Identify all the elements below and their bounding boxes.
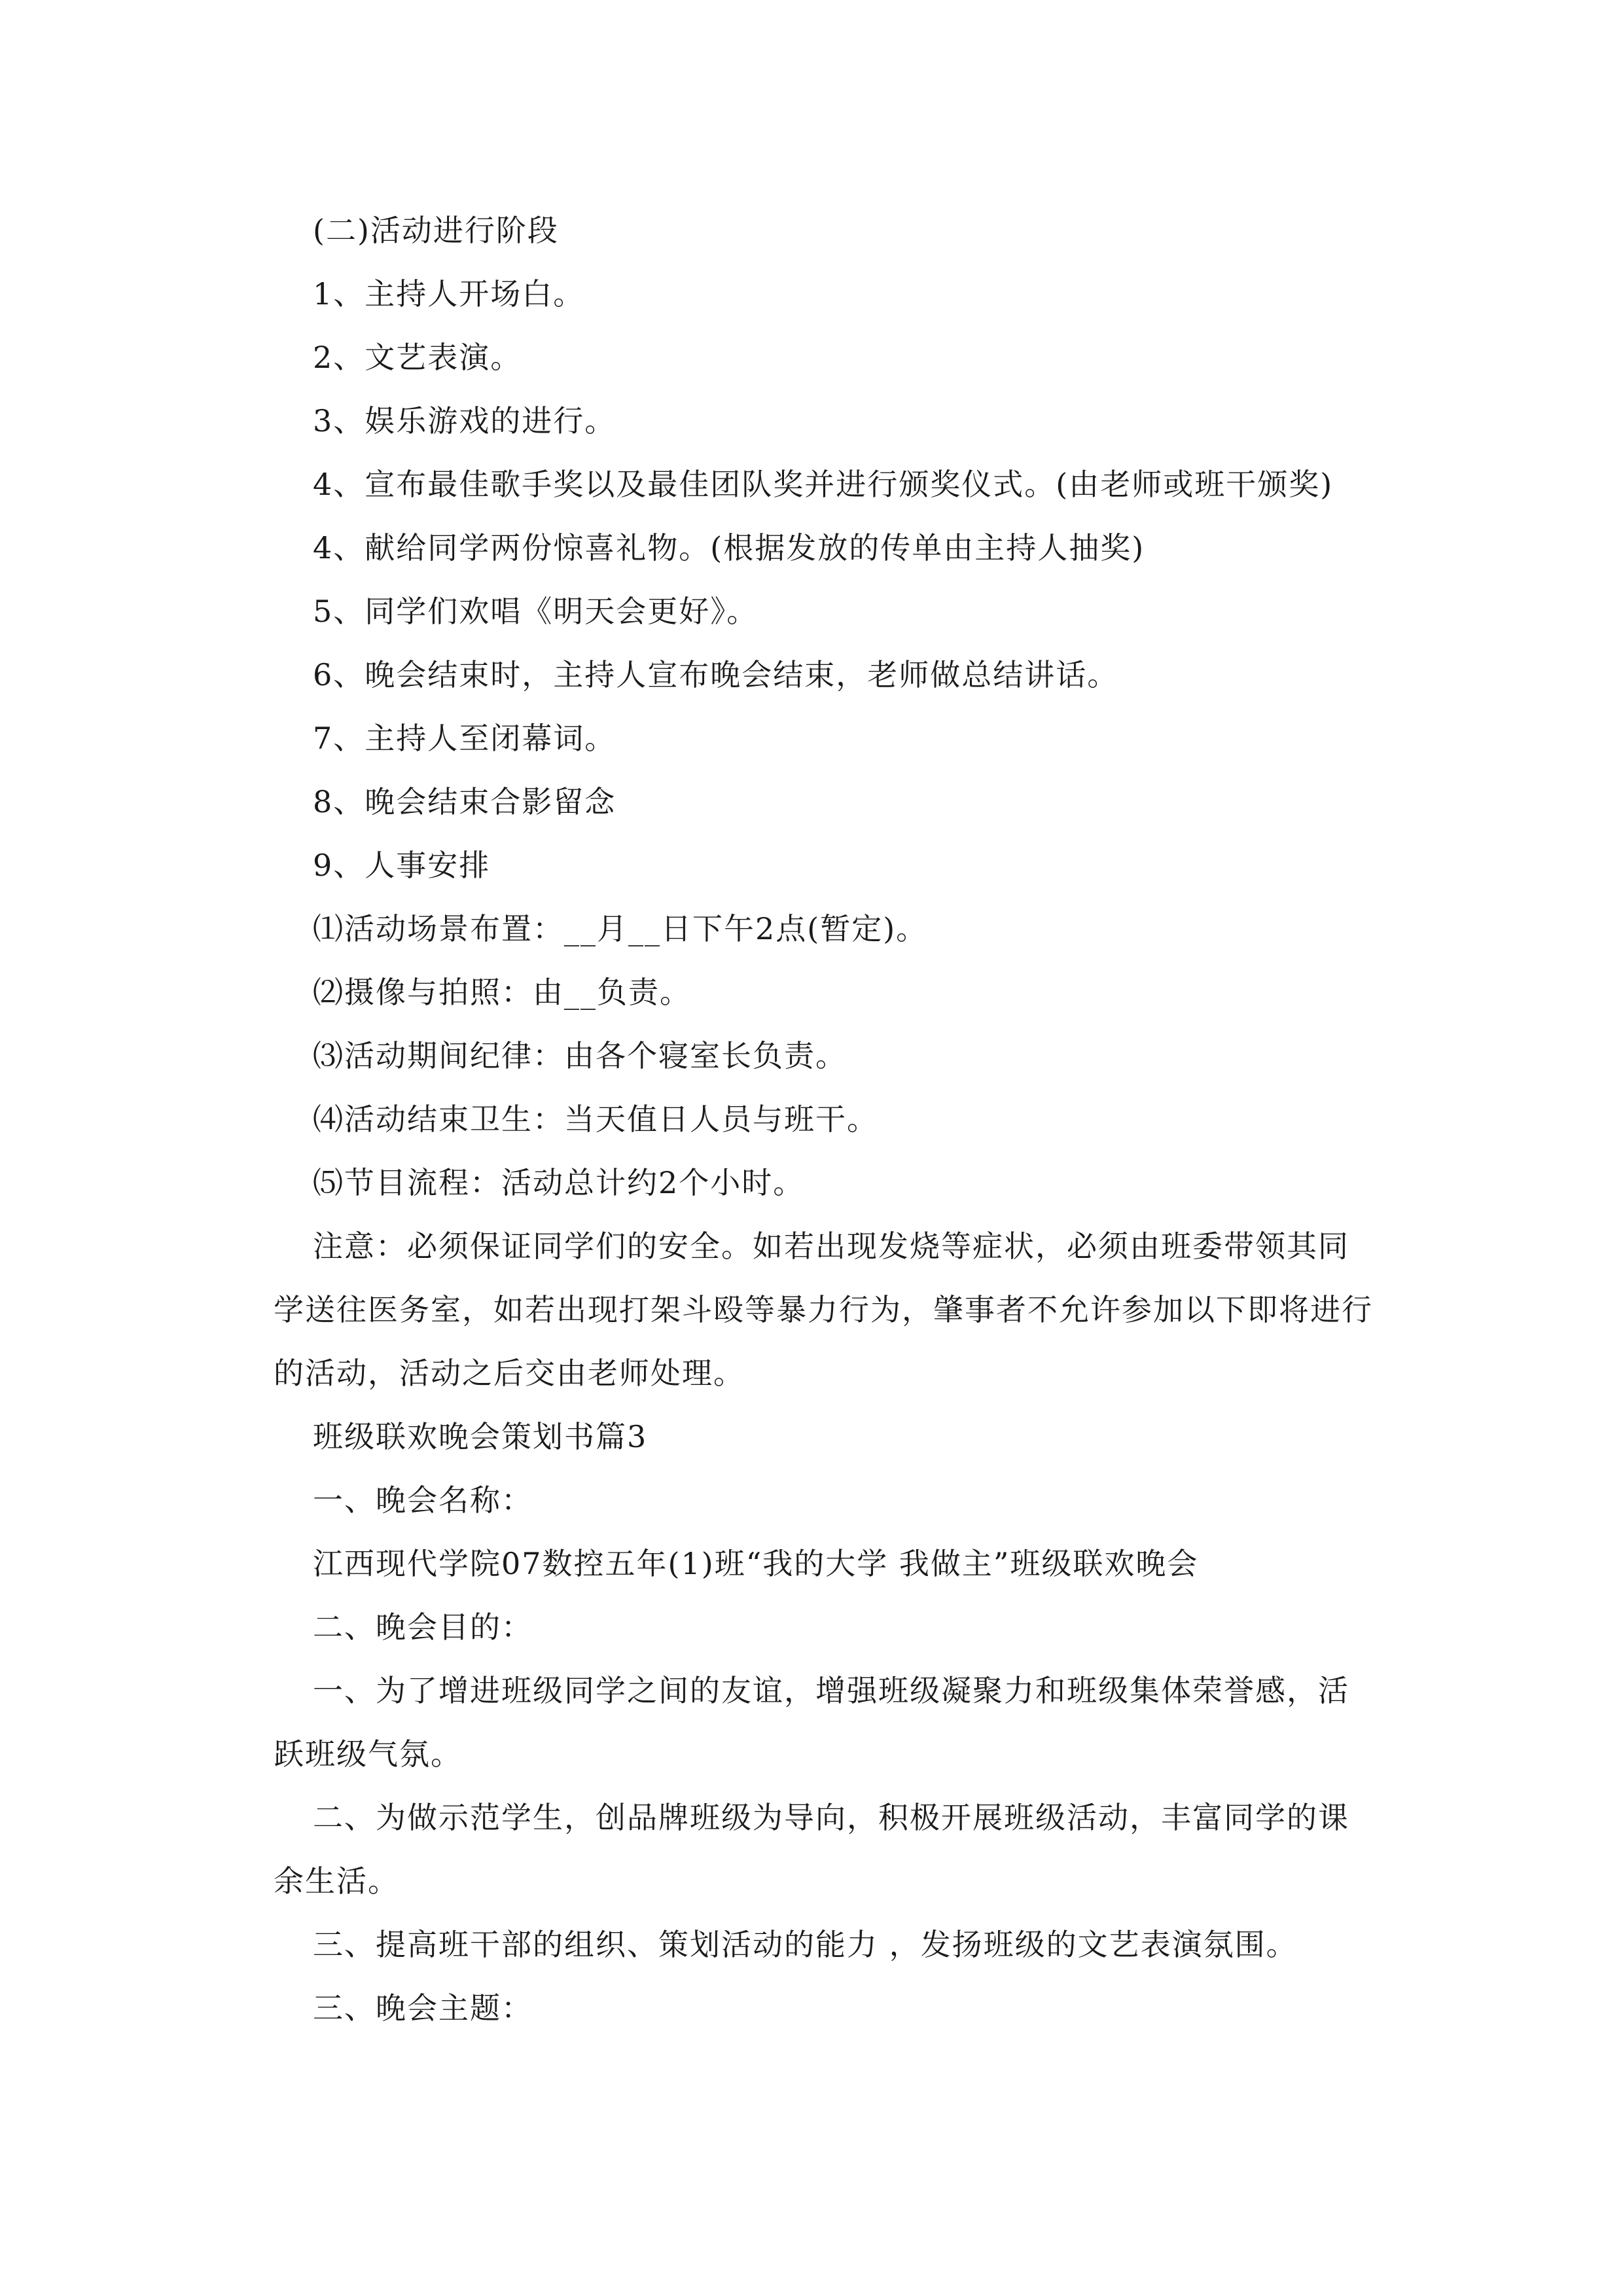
list-item: 6、晚会结束时，主持人宣布晚会结束，老师做总结讲话。 — [313, 657, 1119, 692]
paragraph-line: 三、提高班干部的组织、策划活动的能力 ，发扬班级的文艺表演氛围。 — [313, 1927, 1298, 1962]
list-item: 1、主持人开场白。 — [313, 276, 585, 312]
list-item: 7、主持人至闭幕词。 — [313, 721, 616, 756]
section-heading-activity-stage: (二)活动进行阶段 — [313, 213, 559, 248]
section-heading: 二、晚会目的： — [313, 1609, 533, 1645]
list-item: 9、人事安排 — [313, 848, 491, 883]
sub-list-item: ⑷活动结束卫生：当天值日人员与班干。 — [313, 1102, 878, 1137]
sub-list-item: ⑸节目流程：活动总计约2个小时。 — [313, 1165, 805, 1200]
list-item: 4、宣布最佳歌手奖以及最佳团队奖并进行颁奖仪式。(由老师或班干颁奖) — [313, 467, 1334, 502]
sub-list-item: ⑴活动场景布置：__月__日下午2点(暂定)。 — [313, 911, 928, 946]
list-item: 3、娱乐游戏的进行。 — [313, 403, 616, 439]
sub-list-item: ⑶活动期间纪律：由各个寝室长负责。 — [313, 1038, 847, 1073]
list-item: 5、同学们欢唱《明天会更好》。 — [313, 594, 758, 629]
paragraph-line: 一、为了增进班级同学之间的友谊，增强班级凝聚力和班级集体荣誉感，活 — [313, 1673, 1349, 1708]
paragraph-line: 的活动，活动之后交由老师处理。 — [274, 1355, 745, 1391]
list-item: 4、献给同学两份惊喜礼物。(根据发放的传单由主持人抽奖) — [313, 530, 1145, 565]
section-title: 班级联欢晚会策划书篇3 — [313, 1419, 648, 1454]
sub-list-item: ⑵摄像与拍照：由__负责。 — [313, 975, 691, 1010]
paragraph-line: 学送往医务室，如若出现打架斗殴等暴力行为，肇事者不允许参加以下即将进行 — [274, 1292, 1373, 1327]
paragraph-line: 江西现代学院07数控五年(1)班“我的大学 我做主”班级联欢晚会 — [313, 1546, 1199, 1581]
list-item: 2、文艺表演。 — [313, 340, 522, 375]
paragraph-line: 余生活。 — [274, 1863, 399, 1899]
section-heading: 一、晚会名称： — [313, 1482, 533, 1518]
paragraph-line: 二、为做示范学生，创品牌班级为导向，积极开展班级活动，丰富同学的课 — [313, 1800, 1349, 1835]
section-heading: 三、晚会主题： — [313, 1990, 533, 2026]
paragraph-line: 注意：必须保证同学们的安全。如若出现发烧等症状，必须由班委带领其同 — [313, 1229, 1349, 1264]
paragraph-line: 跃班级气氛。 — [274, 1736, 462, 1772]
list-item: 8、晚会结束合影留念 — [313, 784, 616, 819]
